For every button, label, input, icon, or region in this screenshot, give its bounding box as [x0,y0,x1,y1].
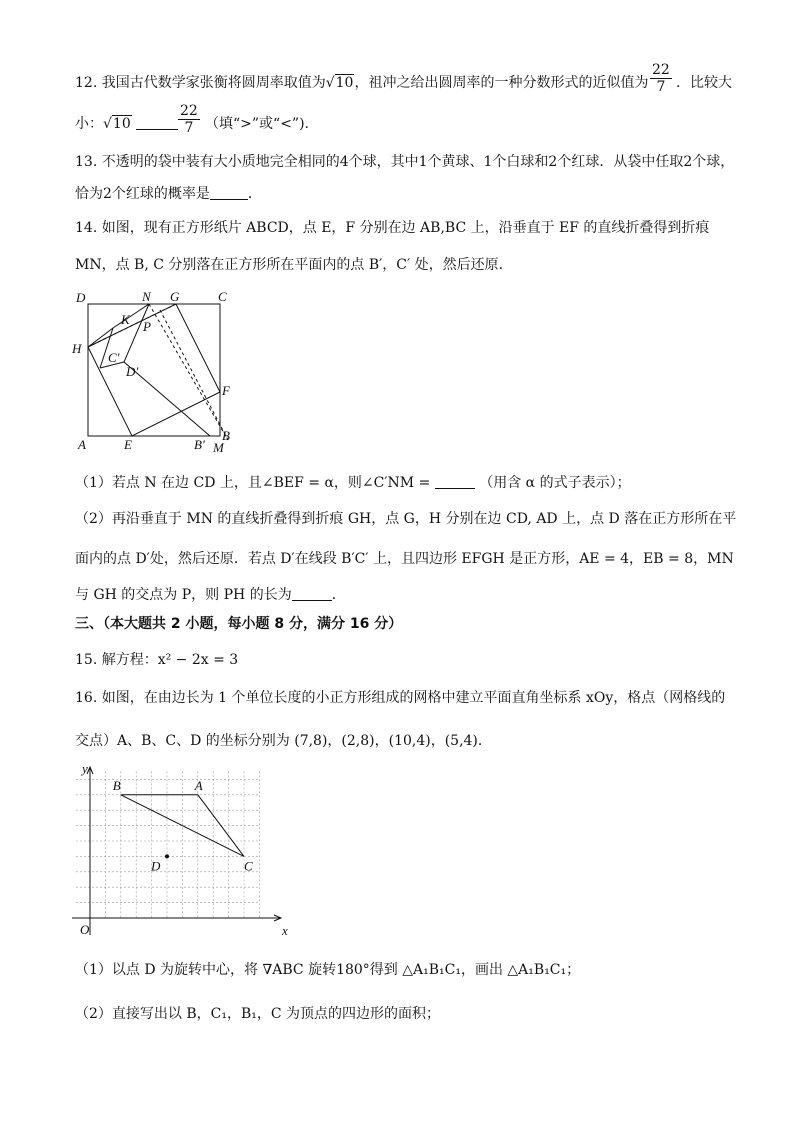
q12-line2-a: 小： [75,116,103,132]
label-origin: O [80,922,90,937]
q12-line1 [75,73,648,93]
q16-line2: 交点）A、B、C、D 的坐标分别为 (7,8)，(2,8)，(10,4)，(5,4)． [75,733,492,749]
crease-pm [160,310,228,440]
q14-line2: MN，点 B, C 分别落在正方形所在平面内的点 B′，C′ 处，然后还原． [75,257,513,273]
label-M: M [213,440,224,455]
q14-part2-blank[interactable] [292,586,332,601]
label-Bp: B′ [194,437,205,452]
label-C: C [218,289,227,304]
label-A: A [194,777,203,793]
label-A: A [78,437,86,452]
label-Cp: C′ [108,350,120,365]
q14-part2-line1: （2）再沿垂直于 MN 的直线折叠得到折痕 GH，点 G，H 分别在边 CD, AD 上，点 D 落在正方形所在平 [75,511,737,527]
q16-grid-figure [70,760,290,940]
line-kh [88,328,113,347]
q12-text-c: ．比较大 [676,75,732,91]
point-d [165,854,169,858]
q14-part1-b: （用含 α 的式子表示）； [479,475,631,491]
q14-line1: 14. 如图，现有正方形纸片 ABCD，点 E，F 分别在边 AB,BC 上，沿垂直于 EF 的直线折叠得到折痕 [75,220,710,236]
q16-line1: 16. 如图，在由边长为 1 个单位长度的小正方形组成的网格中建立平面直角坐标系 xOy，格点（网格线的 [75,690,726,706]
q12-text-b: ，祖冲之给出圆周率的一种分数形式的近似值为 [354,75,649,91]
label-C: C [244,858,253,874]
square-abcd [88,304,220,436]
crease-mn [149,304,228,440]
label-H: H [72,341,82,356]
q12-text-2b: （填“>”或“<”). [205,116,310,132]
label-F: F [222,383,230,398]
label-D: D [151,858,161,874]
label-B: B [112,777,121,793]
q15-text: 15. 解方程：x² − 2x = 3 [75,652,239,668]
q14-part1-a: （1）若点 N 在边 CD 上，且∠BEF = α，则∠C′NM = [75,475,431,491]
q14-part1 [75,473,631,493]
label-K: K [121,312,130,327]
grid-lines [76,771,259,918]
square-efgh [88,304,220,436]
q16-part1: （1）以点 D 为旋转中心，将 ∇ABC 旋转180°得到 △A₁B₁C₁，画出 △A₁B₁C₁； [75,962,581,978]
q14-part2-line2: 面内的点 D′处，然后还原．若点 D′在线段 B′C′ 上，且四边形 EFGH 是正方形，AE = 4，EB = 8，MN [75,551,734,567]
label-P: P [143,319,151,334]
q14-part2-line3: 与 GH 的交点为 P，则 PH 的长为 ． [75,587,346,603]
label-Dp: D′ [126,364,139,379]
label-y: y [82,761,88,776]
q14-part2-line3-a: 与 GH 的交点为 P，则 PH 的长为 [75,587,292,603]
q14-part1-blank[interactable] [435,474,475,489]
section3-title: 三、（本大题共 2 小题，每小题 8 分，满分 16 分） [75,616,403,632]
q16-part2: （2）直接写出以 B，C₁，B₁，C 为顶点的四边形的面积； [75,1006,441,1022]
label-D: D [76,290,86,305]
q13-line1: 13. 不透明的袋中装有大小质地完全相同的4个球，其中1个黄球、1个白球和2个红球．从袋中任取2个球， [75,154,735,170]
q13-line2-text: 恰为2个红球的概率是 [75,186,210,202]
label-N: N [142,289,151,304]
q12-answer-blank[interactable] [136,115,178,130]
q12-fraction-2: $\frac{22}{7}$ [180,103,198,136]
label-E: E [124,437,132,452]
label-x: x [282,923,288,938]
q12-text-a: 12. 我国古代数学家张衡将圆周率取值为 [75,75,326,91]
q12-line2 [75,114,178,134]
q14-figure [70,286,240,456]
label-B: B [222,428,230,443]
label-G: G [170,289,180,304]
q12-fraction: $\frac{22}{7}$ [652,62,670,95]
q13-line2: 恰为2个红球的概率是 ． [75,186,262,202]
sqrt-10-second: √10 [103,116,131,132]
q13-answer-blank[interactable] [210,185,248,200]
sqrt-10: √10 [325,75,354,91]
